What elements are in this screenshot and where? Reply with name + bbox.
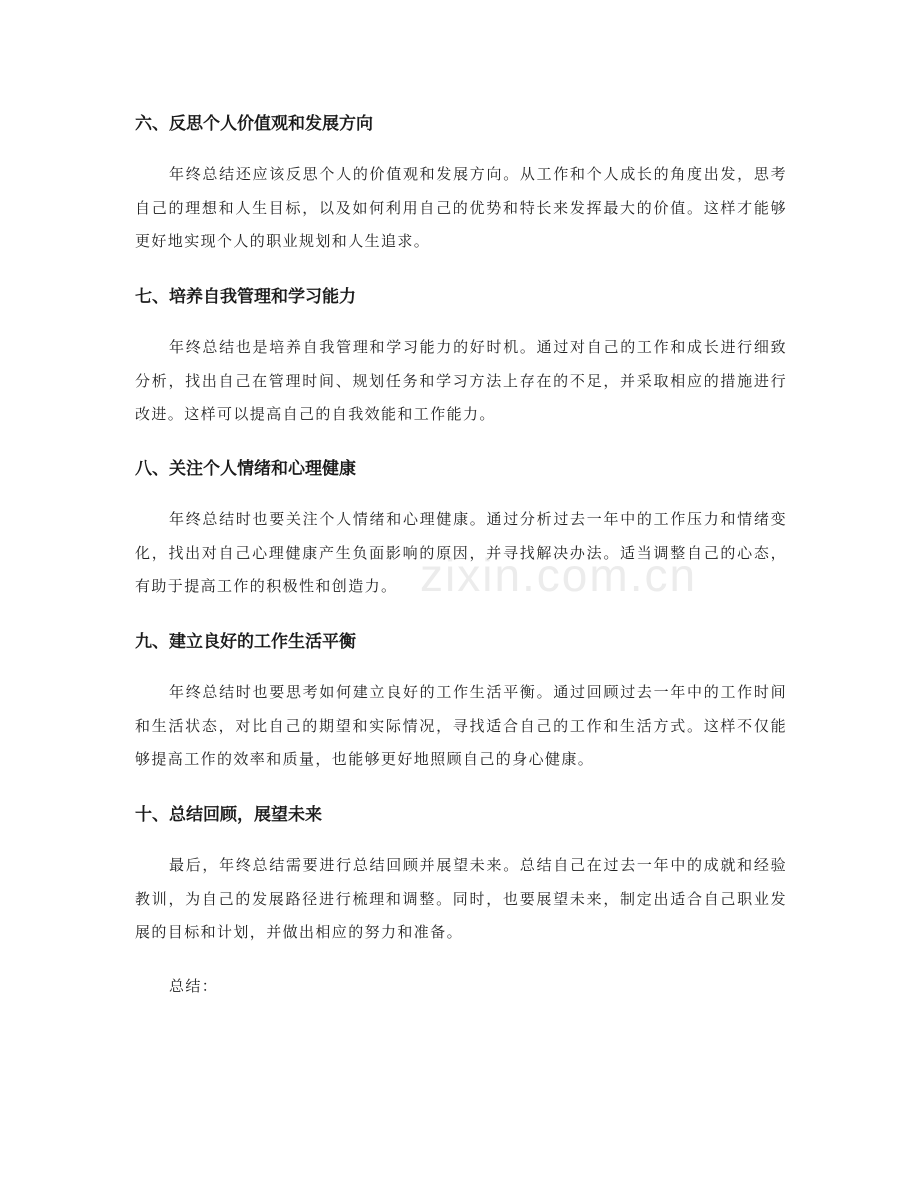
section-8 bbox=[135, 457, 787, 604]
section-heading: 九、建立良好的工作生活平衡 bbox=[135, 632, 356, 652]
section-paragraph: 最后，年终总结需要进行总结回顾并展望未来。总结自己在过去一年中的成就和经验教训，为自己的发展路径进行梳理和调整。同时，也要展望未来，制定出适合自己职业发展的目标和计划，并做出相应的努力和准备。 bbox=[135, 856, 787, 941]
section-paragraph: 年终总结时也要思考如何建立良好的工作生活平衡。通过回顾过去一年中的工作时间和生活状态，对比自己的期望和实际情况，寻找适合自己的工作和生活方式。这样不仅能够提高工作的效率和质量，也能够更好地照顾自己的身心健康。 bbox=[135, 683, 787, 768]
section-6 bbox=[135, 112, 787, 259]
section-heading: 七、培养自我管理和学习能力 bbox=[135, 287, 356, 307]
section-paragraph: 年终总结也是培养自我管理和学习能力的好时机。通过对自己的工作和成长进行细致分析，找出自己在管理时间、规划任务和学习方法上存在的不足，并采取相应的措施进行改进。这样可以提高自己的自我效能和工作能力。 bbox=[135, 338, 787, 423]
section-paragraph: 年终总结时也要关注个人情绪和心理健康。通过分析过去一年中的工作压力和情绪变化，找出对自己心理健康产生负面影响的原因，并寻找解决办法。适当调整自己的心态，有助于提高工作的积极性和创造力。 bbox=[135, 510, 787, 595]
closing-label: 总结： bbox=[169, 977, 219, 995]
section-9 bbox=[135, 630, 787, 777]
section-heading: 六、反思个人价值观和发展方向 bbox=[135, 114, 373, 134]
watermark: zixin.com.cn bbox=[420, 549, 698, 601]
section-10 bbox=[135, 803, 787, 950]
section-heading: 十、总结回顾，展望未来 bbox=[135, 805, 322, 825]
section-heading: 八、关注个人情绪和心理健康 bbox=[135, 459, 356, 479]
section-paragraph: 年终总结还应该反思个人的价值观和发展方向。从工作和个人成长的角度出发，思考自己的理想和人生目标，以及如何利用自己的优势和特长来发挥最大的价值。这样才能够更好地实现个人的职业规划和人生追求。 bbox=[135, 165, 787, 250]
section-7 bbox=[135, 285, 787, 432]
